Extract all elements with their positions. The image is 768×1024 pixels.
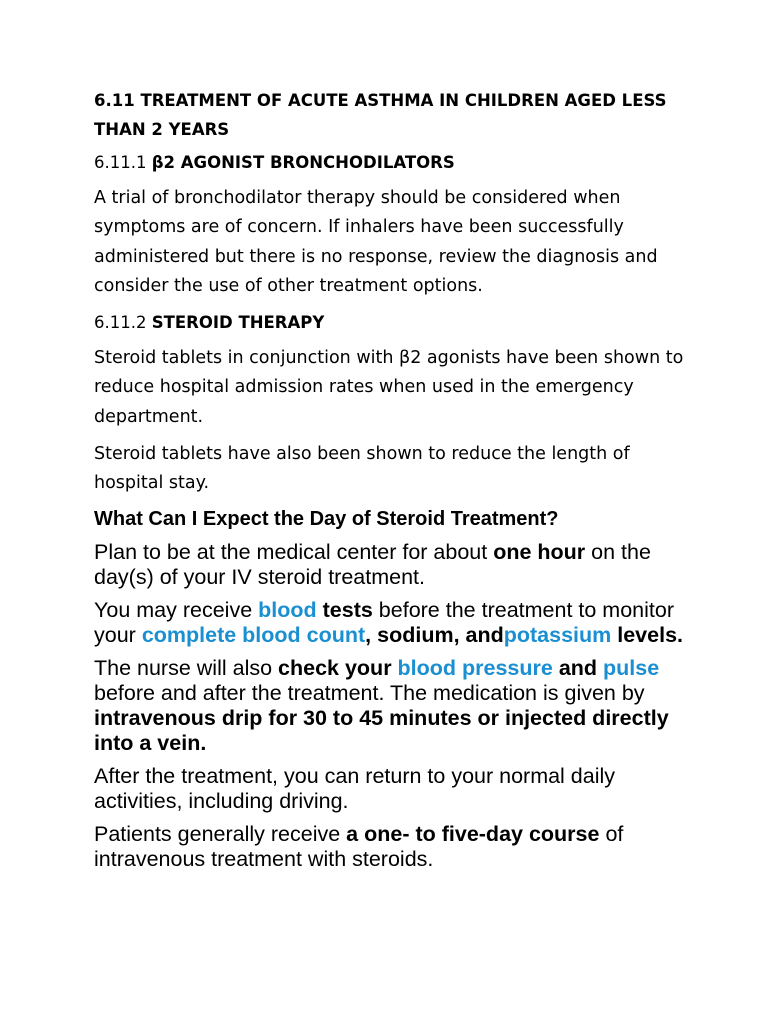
steroid-paragraph-2: Steroid tablets have also been shown to reduce the length of hospital stay.: [94, 444, 630, 494]
bold-segment: check your: [278, 655, 398, 680]
question-heading: What Can I Expect the Day of Steroid Treatment?: [94, 507, 559, 530]
bold-segment: intravenous drip for 30 to 45 minutes or injected directly into a vein.: [94, 705, 669, 755]
blood-link[interactable]: blood: [258, 597, 317, 622]
pulse-link[interactable]: pulse: [603, 655, 660, 680]
complete-blood-count-link[interactable]: complete blood count: [141, 622, 366, 647]
blood-pressure-link[interactable]: blood pressure: [397, 655, 553, 680]
text-segment: on the day(s) of your IV steroid treatment.: [94, 539, 651, 589]
bold-segment: and: [552, 655, 604, 680]
section-heading: 6.11 TREATMENT OF ACUTE ASTHMA IN CHILDREN AGED LESS THAN 2 YEARS: [94, 91, 667, 139]
potassium-link[interactable]: potassium: [503, 622, 612, 647]
blood-tests-paragraph: [94, 598, 694, 648]
bold-segment: , sodium, and: [365, 622, 504, 647]
steroid-paragraph-1: Steroid tablets in conjunction with β2 agonists have been shown to reduce hospital admission rates when used in the emergency department.: [94, 348, 684, 427]
bold-segment: tests: [316, 597, 373, 622]
bronchodilator-paragraph: A trial of bronchodilator therapy should be considered when symptoms are of concern. If inhalers have been successfully administered but there is no response, review the diagnosis and consider the use of other treatment options.: [94, 188, 658, 296]
subsection-title: STEROID THERAPY: [151, 313, 325, 333]
text-segment: The nurse will also: [94, 655, 279, 680]
subsection-number: 6.11.1: [94, 153, 147, 172]
subsection-title: β2 AGONIST BRONCHODILATORS: [151, 153, 455, 172]
text-segment: of intravenous treatment with steroids.: [94, 821, 624, 871]
bold-segment: levels.: [611, 622, 684, 647]
text-segment: You may receive: [94, 597, 259, 622]
bold-segment: a one- to five-day course: [346, 821, 600, 846]
text-segment: Patients generally receive: [94, 821, 347, 846]
text-segment: Plan to be at the medical center for about: [94, 539, 494, 564]
subsection-heading-steroid: [94, 309, 694, 337]
text-segment: before the treatment to monitor your: [94, 597, 674, 647]
bold-segment: one hour: [493, 539, 586, 564]
plan-paragraph: [94, 540, 694, 590]
document-page: [94, 86, 694, 880]
course-paragraph: [94, 822, 694, 872]
after-treatment-paragraph: After the treatment, you can return to your normal daily activities, including driving.: [94, 763, 616, 813]
text-segment: before and after the treatment. The medication is given by: [94, 680, 645, 705]
nurse-paragraph: [94, 656, 694, 756]
subsection-number: 6.11.2: [94, 313, 147, 333]
subsection-heading-bronchodilators: [94, 149, 694, 177]
